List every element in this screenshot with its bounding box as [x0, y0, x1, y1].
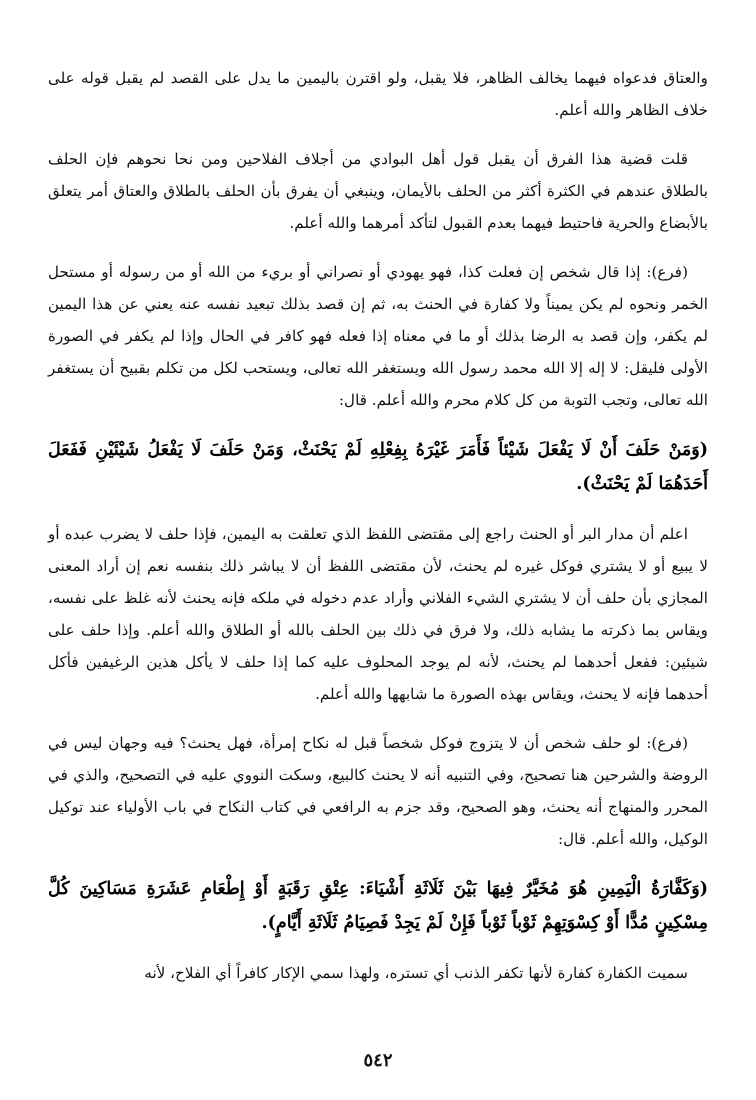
paragraph-fara: (فرع): إذا قال شخص إن فعلت كذا، فهو يهودي أو نصراني أو بريء من الله أو من رسوله أو مستحل الخمر ونحوه لم يكن يميناً ولا كفارة في الحنث به، ثم إن قصد بذلك تبعيد نفسه عنه يعني عن هذا اليمين لم يكفر، وإن قصد به الرضا بذلك أو ما في معناه إذا فعله فهو كافر في الحال وإذا لم يكفر في الصورة الأولى فليقل: لا إله إلا الله محمد رسول الله ويستغفر الله تعالى، ويستحب لكل من تكلم بقبيح أن يستغفر الله تعالى، وتجب التوبة من كل كلام محرم والله أعلم. قال: — [48, 263, 708, 409]
matn-quote: (وَكَفَّارَةُ الْيَمِينِ هُوَ مُخَيَّرٌ فِيهَا بَيْنَ ثَلَاثَةِ أَشْيَاءَ: عِتْقِ رَقَبَةٍ أَوْ إِطْعَامِ عَشَرَةِ مَسَاكِينَ كُلَّ مِسْكِينٍ مُدًّا أَوْ كِسْوَتِهِمْ ثَوْباً ثَوْباً فَإِنْ لَمْ يَجِدْ فَصِيَامُ ثَلَاثَةِ أَيَّامٍ). — [48, 879, 708, 933]
page-number: ٥٤٢ — [363, 1050, 393, 1071]
paragraph: قلت قضية هذا الفرق أن يقبل قول أهل البوادي من أجلاف الفلاحين ومن نحا نحوهم فإن الحلف بالطلاق عندهم في الكثرة أكثر من الحلف بالأيمان، وينبغي أن يفرق بأن الحلف بالطلاق والعتاق أمر يتعلق بالأبضاع والحرية فاحتيط فيهما بعدم القبول لتأكد أمرهما والله أعلم. — [48, 150, 708, 232]
matn-quote: (وَمَنْ حَلَفَ أَنْ لَا يَفْعَلَ شَيْئاً فَأَمَرَ غَيْرَهُ بِفِعْلِهِ لَمْ يَحْنَثْ، وَمَنْ حَلَفَ لَا يَفْعَلُ شَيْئَيْنِ فَفَعَلَ أَحَدَهُمَا لَمْ يَحْنَثْ). — [48, 440, 708, 494]
paragraph-fara: (فرع): لو حلف شخص أن لا يتزوج فوكل شخصاً قبل له نكاح إمرأة، فهل يحنث؟ فيه وجهان ليس في الروضة والشرحين هنا تصحيح، وفي التنبيه أنه لا يحنث كالبيع، وسكت النووي عليه في التصحيح، والذي في المحرر والمنهاج أنه يحنث، وهو الصحيح، وقد جزم به الرافعي في كتاب النكاح في باب الأولياء عند توكيل الوكيل، والله أعلم. قال: — [48, 734, 708, 848]
paragraph: والعتاق فدعواه فيهما يخالف الظاهر، فلا يقبل، ولو اقترن باليمين ما يدل على القصد لم يقبل قوله على خلاف الظاهر والله أعلم. — [48, 69, 708, 119]
page-body — [48, 62, 708, 1006]
paragraph: اعلم أن مدار البر أو الحنث راجع إلى مقتضى اللفظ الذي تعلقت به اليمين، فإذا حلف لا يضرب عبده أو لا يبيع أو لا يشتري فوكل غيره لم يحنث، لأن مقتضى اللفظ أن لا يباشر ذلك بنفسه نعم إن أراد المعنى المجازي بأن حلف أن لا يشتري الشيء الفلاني وأراد عدم دخوله في ملكه فإنه يحنث لأنه غلظ على نفسه، ويقاس بما ذكرته ما يشابه ذلك، ولا فرق في ذلك بين الحلف بالله أو الطلاق والله أعلم. وإذا حلف على شيئين: ففعل أحدهما لم يحنث، لأنه لم يوجد المحلوف عليه كما إذا حلف لا يأكل هذين الرغيفين فأكل أحدهما فإنه لا يحنث، ويقاس بهذه الصورة ما شابهها والله أعلم. — [48, 525, 708, 703]
paragraph: سميت الكفارة كفارة لأنها تكفر الذنب أي تستره، ولهذا سمي الإكار كافراً أي الفلاح، لأنه — [144, 964, 688, 982]
